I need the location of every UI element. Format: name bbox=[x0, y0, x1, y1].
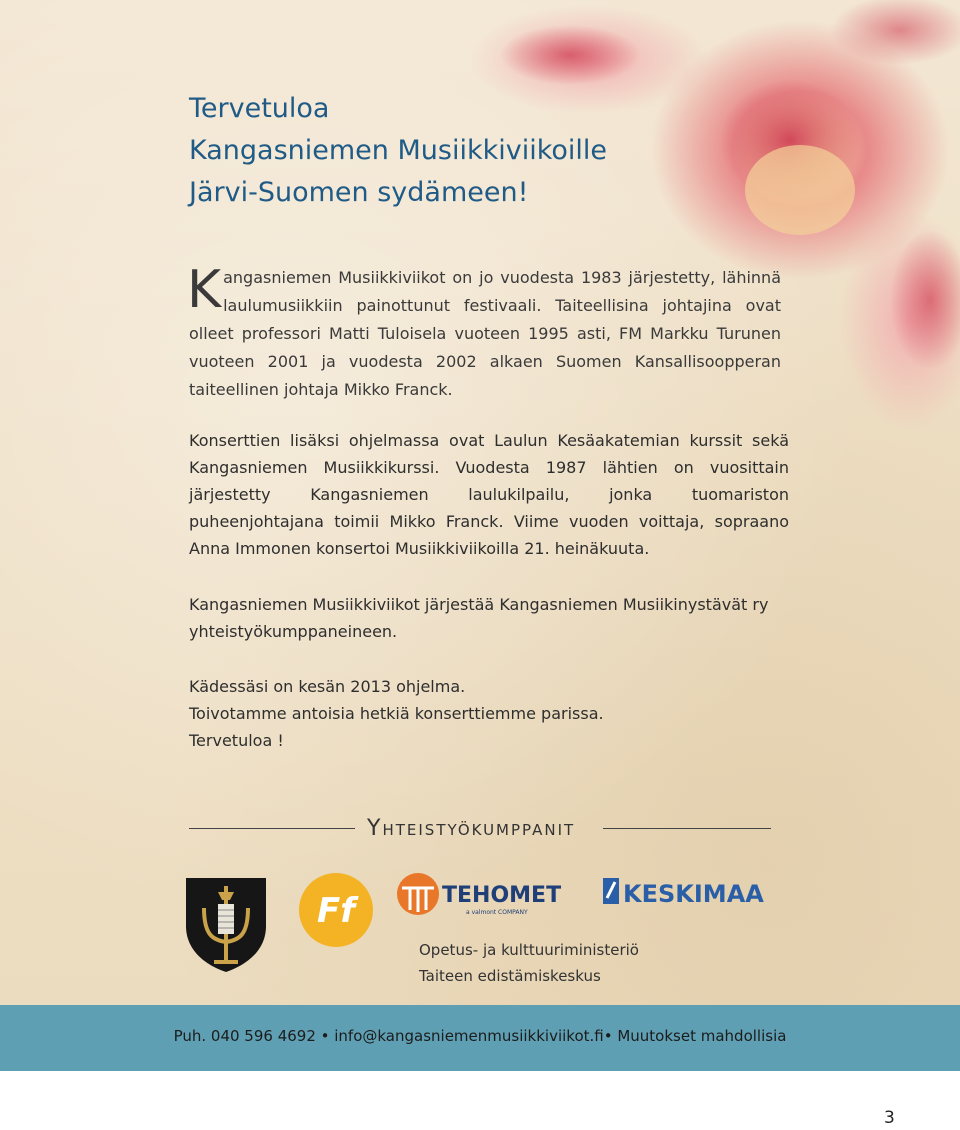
ministry-line: Taiteen edistämiskeskus bbox=[419, 967, 601, 985]
ff-logo bbox=[298, 872, 374, 948]
ministry-credits bbox=[419, 937, 639, 989]
keskimaa-name: KESKIMAA bbox=[623, 880, 764, 908]
tehomet-name: TEHOMET bbox=[442, 883, 562, 908]
partners-heading-label: YHTEISTYÖKUMPPANIT bbox=[367, 816, 576, 841]
closing-line: Tervetuloa ! bbox=[189, 731, 284, 750]
closing-line: Kädessäsi on kesän 2013 ohjelma. bbox=[189, 677, 466, 696]
courses-paragraph: Konserttien lisäksi ohjelmassa ovat Laulun Kesäakatemian kurssit sekä Kangasniemen Musiikkikurssi. Vuodesta 1987 lähtien on vuosittain järjestetty Kangasniemen laulukilpailu, jonka tuomariston puheenjohtajana toimii Mikko Franck. Viime vuoden voittaja, sopraano Anna Immonen konsertoi Musiikkiviikoilla 21. heinäkuuta. bbox=[189, 431, 789, 558]
ff-logo-text: Ff bbox=[316, 891, 356, 931]
title-line: Tervetuloa bbox=[189, 93, 330, 124]
intro-text: angasniemen Musiikkiviikot on jo vuodesta 1983 järjestetty, lähinnä laulumusiikkiin painottunut festivaali. Taiteellisina johtajina ovat olleet professori Matti Tuloisela vuoteen 1995 asti, FM Markku Turunen vuoteen 2001 ja vuodesta 2002 alkaen Suomen Kansallisoopperan taiteellinen johtaja Mikko Franck. bbox=[189, 268, 781, 399]
ministry-line: Opetus- ja kulttuuriministeriö bbox=[419, 941, 639, 959]
closing-line: Toivotamme antoisia hetkiä konserttiemme parissa. bbox=[189, 704, 604, 723]
organizer-paragraph: Kangasniemen Musiikkiviikot järjestää Kangasniemen Musiikinystävät ry yhteistyökumppaneineen. bbox=[189, 595, 769, 641]
tehomet-subtitle: a valmont COMPANY bbox=[466, 909, 528, 916]
title-line: Järvi-Suomen sydämeen! bbox=[189, 177, 529, 208]
divider-line bbox=[189, 828, 355, 829]
keskimaa-logo bbox=[603, 874, 775, 908]
dropcap-letter: K bbox=[187, 260, 222, 320]
page-number: 3 bbox=[884, 1108, 895, 1128]
footer-contact-text: Puh. 040 596 4692 • info@kangasniemenmusiikkiviikot.fi• Muutokset mahdollisia bbox=[173, 1027, 787, 1045]
intro-paragraph bbox=[187, 260, 781, 404]
divider-line bbox=[603, 828, 771, 829]
closing-paragraph bbox=[189, 673, 789, 754]
partners-heading bbox=[189, 814, 771, 844]
page-title bbox=[189, 88, 607, 214]
kangasniemi-coat-of-arms-logo bbox=[182, 874, 270, 974]
tehomet-logo bbox=[396, 872, 576, 916]
title-line: Kangasniemen Musiikkiviikoille bbox=[189, 135, 608, 166]
